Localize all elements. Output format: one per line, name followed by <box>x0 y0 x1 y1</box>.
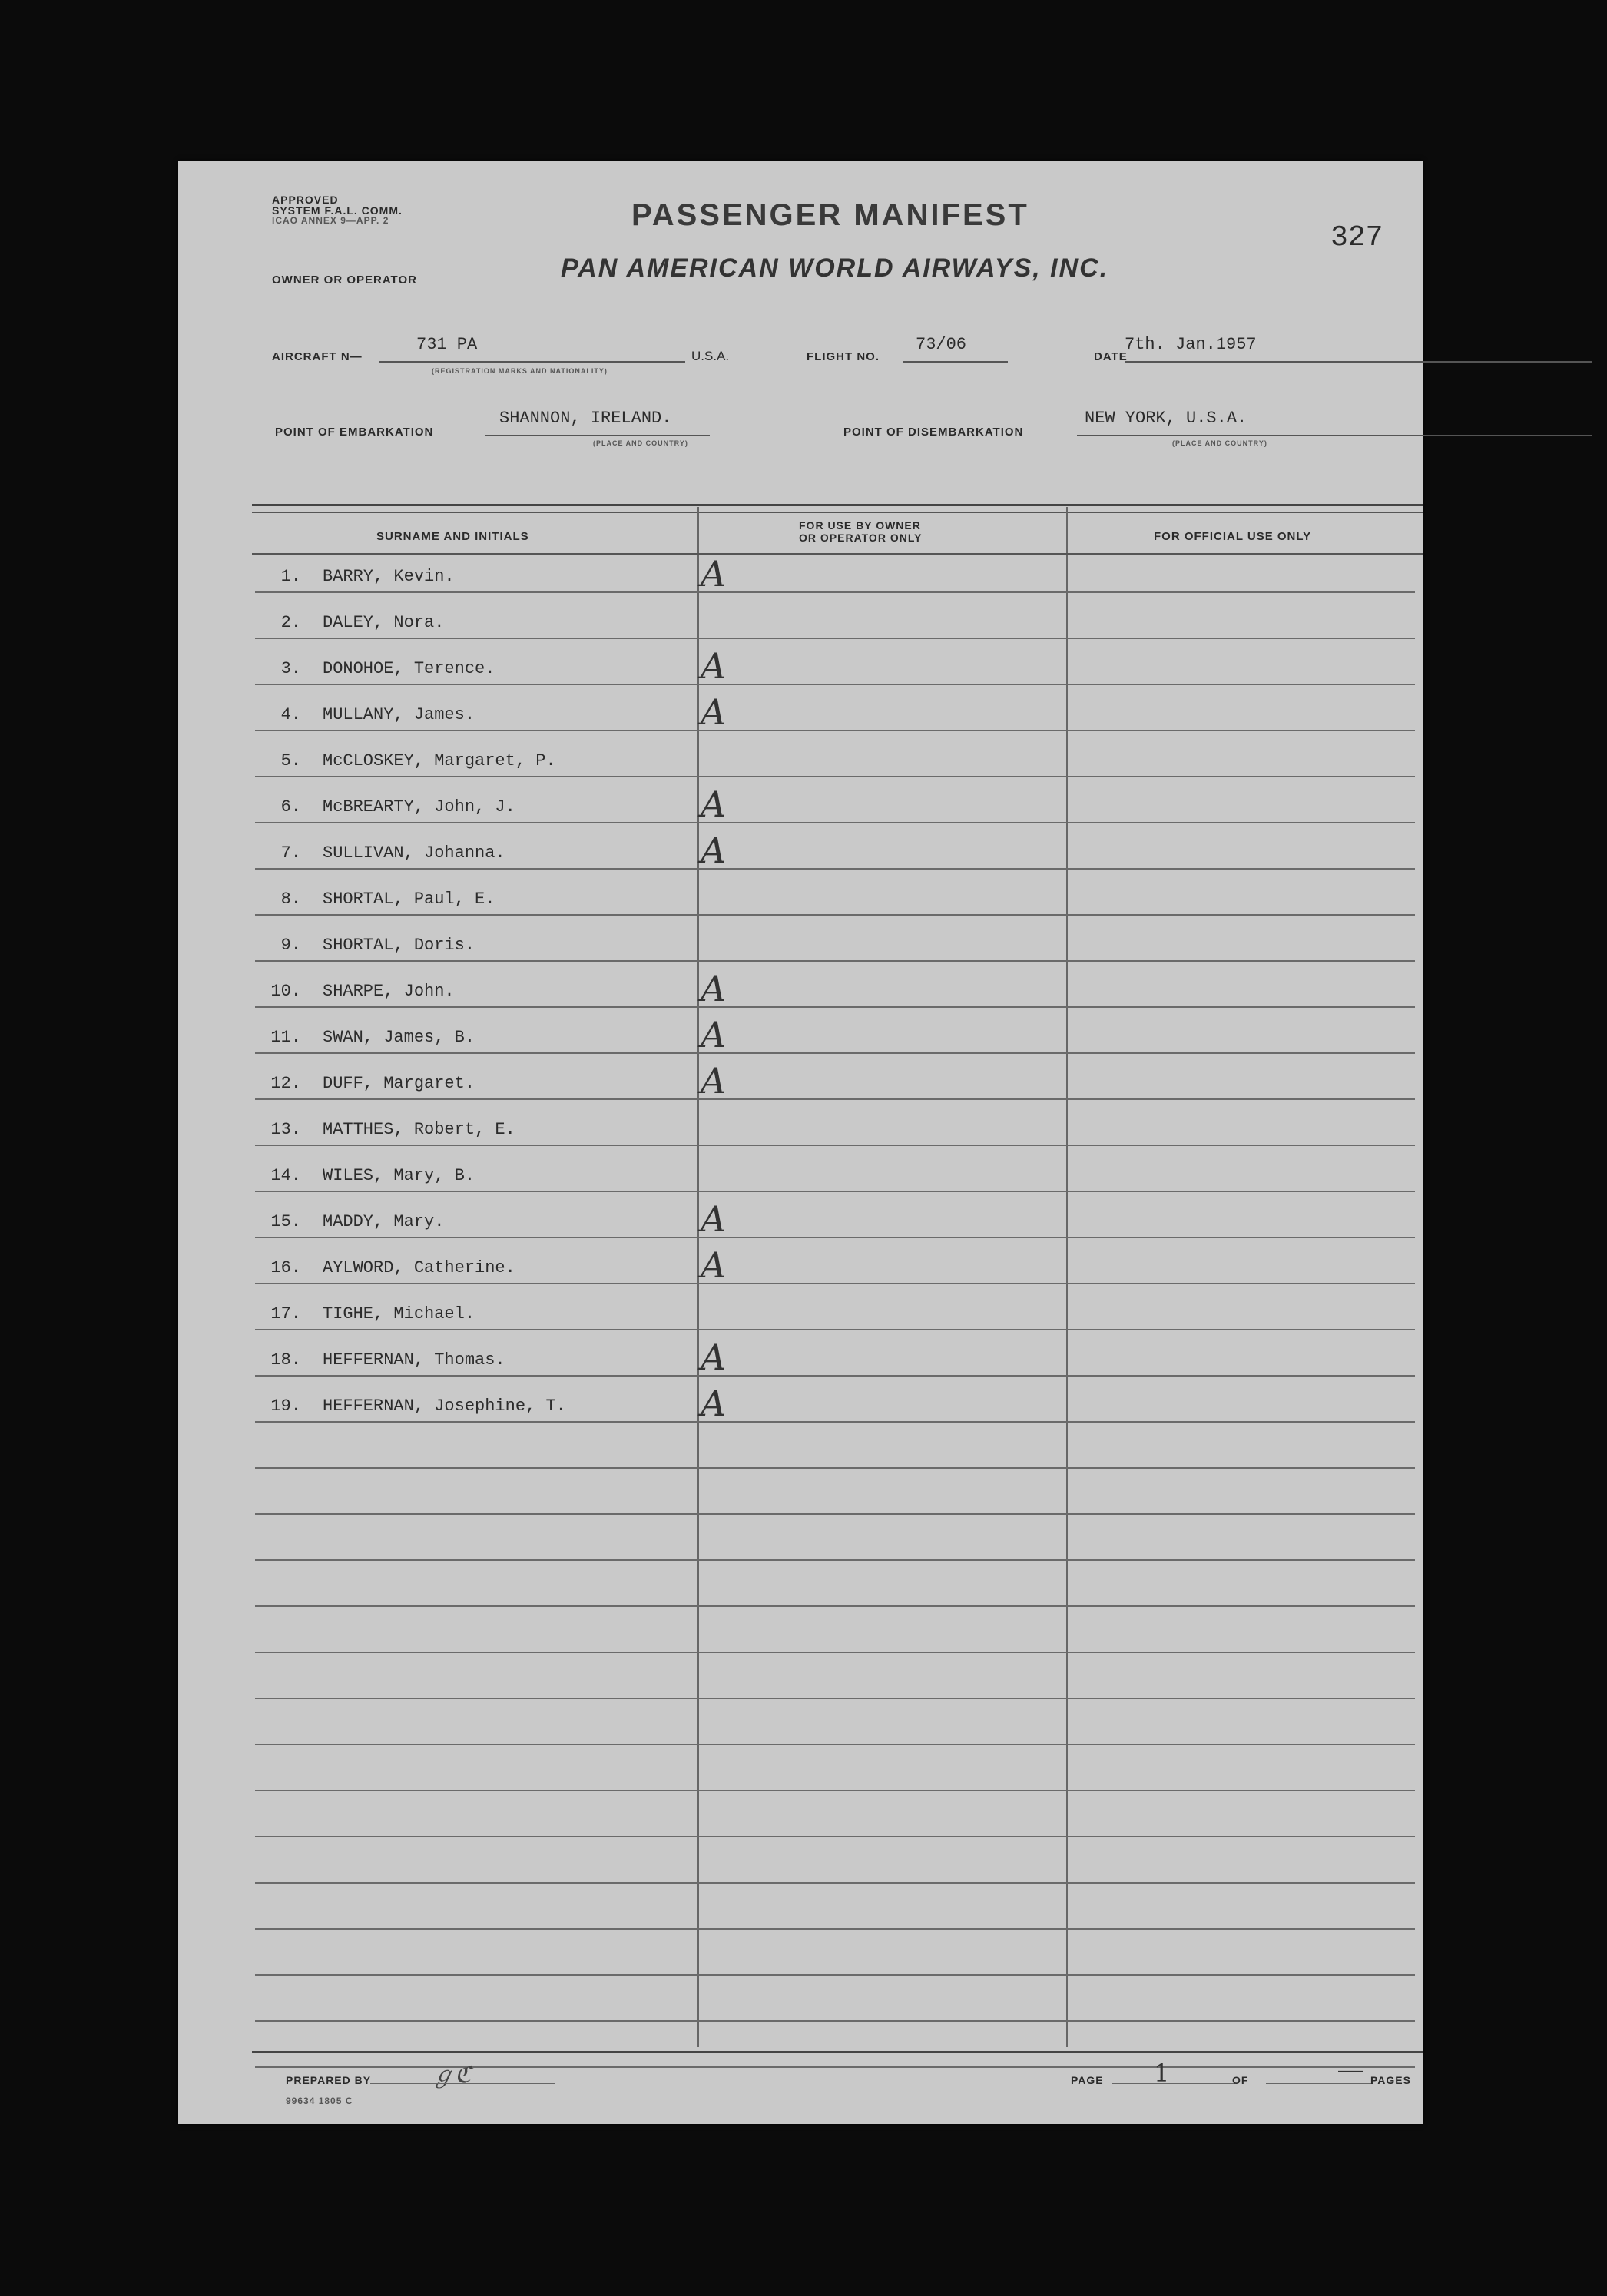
table-row <box>240 1244 1161 1289</box>
passenger-name: MADDY, Mary. <box>323 1212 445 1231</box>
passenger-number: 3. <box>280 659 301 678</box>
disembark-label: POINT OF DISEMBARKATION <box>843 426 1024 439</box>
table-row <box>240 1337 1161 1381</box>
operator-check-mark: A <box>701 1198 727 1240</box>
page-stamp: 327 <box>1330 221 1383 254</box>
disembark-sub: (PLACE AND COUNTRY) <box>1172 439 1267 447</box>
prepared-signature: ℊℭ <box>432 2062 472 2089</box>
passenger-name: SHORTAL, Doris. <box>323 936 475 955</box>
col-header-owner-1: FOR USE BY OWNER <box>799 519 921 532</box>
passenger-name: DONOHOE, Terence. <box>323 659 495 678</box>
disembark-value: NEW YORK, U.S.A. <box>1085 409 1247 428</box>
passenger-name: DUFF, Margaret. <box>323 1074 475 1093</box>
form-code: 99634 1805 C <box>286 2096 353 2106</box>
table-row <box>240 613 1161 644</box>
passenger-number: 2. <box>280 613 301 632</box>
embark-value: SHANNON, IRELAND. <box>499 409 672 428</box>
passenger-name: SULLIVAN, Johanna. <box>323 843 505 863</box>
passenger-name: AYLWORD, Catherine. <box>323 1258 515 1277</box>
table-row <box>240 1120 1161 1151</box>
manifest-page <box>178 161 1423 2124</box>
passenger-name: WILES, Mary, B. <box>323 1166 475 1185</box>
table-row <box>240 1304 1161 1335</box>
table-row <box>240 784 1161 828</box>
page-label: PAGE <box>1071 2074 1104 2086</box>
row-rule <box>255 1559 1415 1561</box>
row-rule <box>255 2020 1415 2022</box>
table-row <box>240 645 1161 690</box>
passenger-name: SHARPE, John. <box>323 982 455 1001</box>
passenger-number: 8. <box>280 890 301 909</box>
passenger-name: MULLANY, James. <box>323 705 475 724</box>
passenger-number: 6. <box>280 797 301 817</box>
col-header-owner-2: OR OPERATOR ONLY <box>799 532 923 544</box>
row-rule <box>255 1790 1415 1791</box>
date-value: 7th. Jan.1957 <box>1125 335 1257 354</box>
table-row <box>240 890 1161 920</box>
passenger-name: DALEY, Nora. <box>323 613 445 632</box>
row-rule <box>255 1882 1415 1884</box>
operator-check-mark: A <box>701 691 727 733</box>
table-row <box>240 553 1161 598</box>
operator-check-mark: A <box>701 645 727 687</box>
passenger-number: 13. <box>270 1120 301 1139</box>
row-rule <box>255 2066 1415 2068</box>
operator-check-mark: A <box>701 1014 727 1055</box>
row-rule <box>255 1513 1415 1515</box>
passenger-name: SWAN, James, B. <box>323 1028 475 1047</box>
table-row <box>240 1198 1161 1243</box>
flight-label: FLIGHT NO. <box>807 350 880 363</box>
row-rule <box>255 1974 1415 1976</box>
passenger-name: HEFFERNAN, Thomas. <box>323 1350 505 1370</box>
passenger-name: HEFFERNAN, Josephine, T. <box>323 1396 566 1416</box>
passenger-name: McBREARTY, John, J. <box>323 797 515 817</box>
passenger-number: 12. <box>270 1074 301 1093</box>
table-row <box>240 1060 1161 1105</box>
operator-check-mark: A <box>701 553 727 595</box>
passenger-number: 15. <box>270 1212 301 1231</box>
passenger-number: 17. <box>270 1304 301 1324</box>
table-row <box>240 830 1161 874</box>
passenger-number: 7. <box>280 843 301 863</box>
operator-check-mark: A <box>701 1337 727 1378</box>
date-label: DATE <box>1094 350 1128 363</box>
operator-check-mark: A <box>701 1244 727 1286</box>
operator-name: PAN AMERICAN WORLD AIRWAYS, INC. <box>561 253 1109 283</box>
table-row <box>240 936 1161 966</box>
table-row <box>240 1383 1161 1427</box>
approval-line-3: ICAO ANNEX 9—APP. 2 <box>272 215 389 226</box>
operator-check-mark: A <box>701 784 727 825</box>
operator-check-mark: A <box>701 968 727 1009</box>
owner-label: OWNER OR OPERATOR <box>272 273 417 287</box>
aircraft-label: AIRCRAFT N— <box>272 350 363 363</box>
aircraft-value: 731 PA <box>416 335 478 354</box>
passenger-number: 4. <box>280 705 301 724</box>
nationality: U.S.A. <box>691 349 730 363</box>
operator-check-mark: A <box>701 1383 727 1424</box>
table-row <box>240 1014 1161 1059</box>
row-rule <box>255 1467 1415 1469</box>
page-title: PASSENGER MANIFEST <box>631 198 1029 232</box>
prepared-label: PREPARED BY <box>286 2074 372 2086</box>
row-rule <box>255 1652 1415 1653</box>
of-label: OF <box>1232 2074 1249 2086</box>
passenger-name: TIGHE, Michael. <box>323 1304 475 1324</box>
table-row <box>240 1166 1161 1197</box>
pages-label: PAGES <box>1370 2074 1411 2086</box>
passenger-name: BARRY, Kevin. <box>323 567 455 586</box>
operator-check-mark: A <box>701 1060 727 1102</box>
passenger-number: 10. <box>270 982 301 1001</box>
of-value: — <box>1338 2056 1363 2083</box>
embark-sub: (PLACE AND COUNTRY) <box>593 439 688 447</box>
table-row <box>240 691 1161 736</box>
passenger-number: 11. <box>270 1028 301 1047</box>
passenger-number: 19. <box>270 1396 301 1416</box>
flight-value: 73/06 <box>916 335 967 354</box>
row-rule <box>255 1744 1415 1745</box>
row-rule <box>255 1928 1415 1930</box>
row-rule <box>255 1605 1415 1607</box>
table-row <box>240 968 1161 1012</box>
col-header-official: FOR OFFICIAL USE ONLY <box>1154 530 1312 543</box>
page-number: 1 <box>1154 2059 1170 2088</box>
passenger-name: MATTHES, Robert, E. <box>323 1120 515 1139</box>
passenger-number: 1. <box>280 567 301 586</box>
table-row <box>240 751 1161 782</box>
row-rule <box>255 1698 1415 1699</box>
passenger-number: 14. <box>270 1166 301 1185</box>
row-rule <box>255 1836 1415 1837</box>
passenger-number: 9. <box>280 936 301 955</box>
passenger-number: 5. <box>280 751 301 770</box>
passenger-number: 16. <box>270 1258 301 1277</box>
passenger-name: SHORTAL, Paul, E. <box>323 890 495 909</box>
approval-line-2: SYSTEM F.A.L. COMM. <box>272 204 403 217</box>
embark-label: POINT OF EMBARKATION <box>275 426 434 439</box>
col-header-name: SURNAME AND INITIALS <box>376 530 529 543</box>
approval-line-1: APPROVED <box>272 194 339 206</box>
passenger-name: McCLOSKEY, Margaret, P. <box>323 751 556 770</box>
aircraft-sub: (REGISTRATION MARKS AND NATIONALITY) <box>432 367 608 375</box>
operator-check-mark: A <box>701 830 727 871</box>
passenger-number: 18. <box>270 1350 301 1370</box>
